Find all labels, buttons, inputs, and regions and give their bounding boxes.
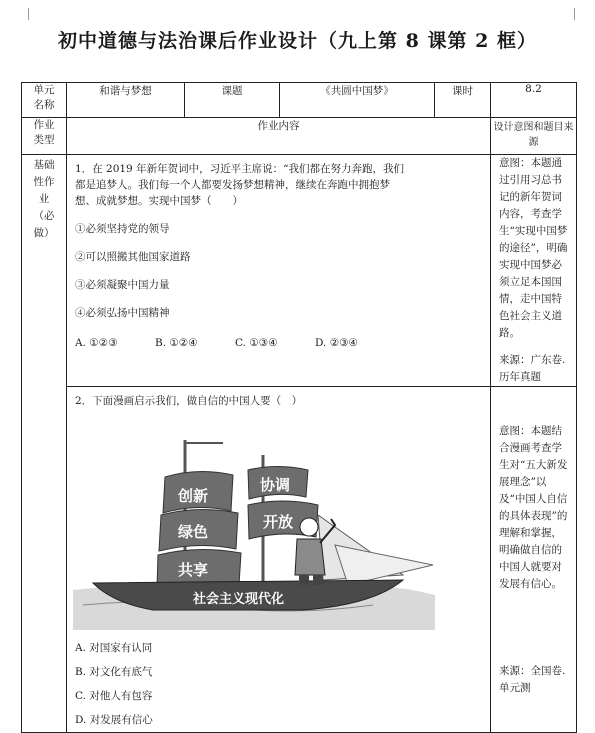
question-2: 2．下面漫画启示我们，做自信的中国人要（ ） 创新 协调 绿色 开放 共享 社会主义现代化 A. 对国家有认同 B. 对文化有底气 C. 对他人有包容 D. 对发展有信心 (67, 387, 491, 733)
hull-label: 社会主义现代化 (193, 592, 285, 607)
q1-option: ④必须弘扬中国精神 (75, 307, 170, 319)
header-row (22, 83, 577, 118)
choice-a: A. ①②③ (75, 337, 118, 349)
content-column-label: 作业内容 (67, 118, 491, 155)
document-title: 初中道德与法治课后作业设计（九上第 8 课第 2 框） (58, 30, 537, 52)
lesson-label: 课题 (185, 83, 280, 118)
choice-d: D. ②③④ (315, 337, 358, 349)
q1-option: ②可以照搬其他国家道路 (75, 251, 191, 263)
homework-type: 基础性作业（必做） (22, 155, 67, 733)
crop-mark-left (20, 8, 29, 20)
type-column-label: 作业类型 (22, 118, 67, 155)
answer-d: D. 对发展有信心 (75, 714, 153, 726)
answer-b: B. 对文化有底气 (75, 666, 153, 678)
crop-mark-right (574, 8, 583, 20)
unit-label: 单元名称 (22, 83, 67, 118)
column-header-row (22, 118, 577, 155)
question-1-note: 意图：本题通过引用习总书记的新年贺词内容，考查学生“实现中国梦的途径”，明确实现中国梦必须立足本国国情，走中国特色社会主义道路。 来源：广东卷.历年真题 (491, 155, 577, 387)
sail-label-innovation: 创新 (178, 487, 209, 505)
question-1-row (22, 155, 577, 387)
hours-value: 8.2 (491, 83, 577, 118)
cartoon-image (73, 415, 435, 630)
lesson-value: 《共圆中国梦》 (280, 83, 435, 118)
homework-table (21, 82, 577, 733)
choice-c: C. ①③④ (235, 337, 278, 349)
sail-label-green: 绿色 (178, 523, 209, 541)
unit-value: 和谐与梦想 (67, 83, 185, 118)
hours-label: 课时 (435, 83, 491, 118)
question-2-row (22, 387, 577, 733)
choice-b: B. ①②④ (155, 337, 198, 349)
note-column-label: 设计意图和题目来源 (491, 118, 577, 155)
answer-a: A. 对国家有认同 (75, 642, 153, 654)
sailing-ship-cartoon (73, 415, 435, 630)
q2-answers (75, 636, 484, 732)
question-2-note: 意图：本题结合漫画考查学生对“五大新发展理念”以及“中国人自信的具体表现”的理解和掌握，明确做自信的中国人就要对发展有信心。 来源：全国卷.单元测 (491, 387, 577, 733)
sail-label-sharing: 共享 (178, 561, 209, 579)
sail-label-coordination: 协调 (260, 476, 291, 494)
question-1: 1．在 2019 年新年贺词中，习近平主席说：“我们都在努力奔跑，我们 都是追梦人。我们每一个人都要发扬梦想精神，继续在奔跑中拥抱梦 想、成就梦想。实现中国梦（ ） ①必须坚持党的领导 ②可以照搬其他国家道路 ③必须凝聚中国力量 ④必须弘扬中国精神 A. ①②③ B. ①②④ C. ①③④ D. ②③④ (67, 155, 491, 387)
sail-label-openness: 开放 (263, 513, 294, 531)
q1-option: ③必须凝聚中国力量 (75, 279, 170, 291)
q1-choices (75, 335, 484, 351)
q1-option: ①必须坚持党的领导 (75, 223, 170, 235)
answer-c: C. 对他人有包容 (75, 690, 153, 702)
